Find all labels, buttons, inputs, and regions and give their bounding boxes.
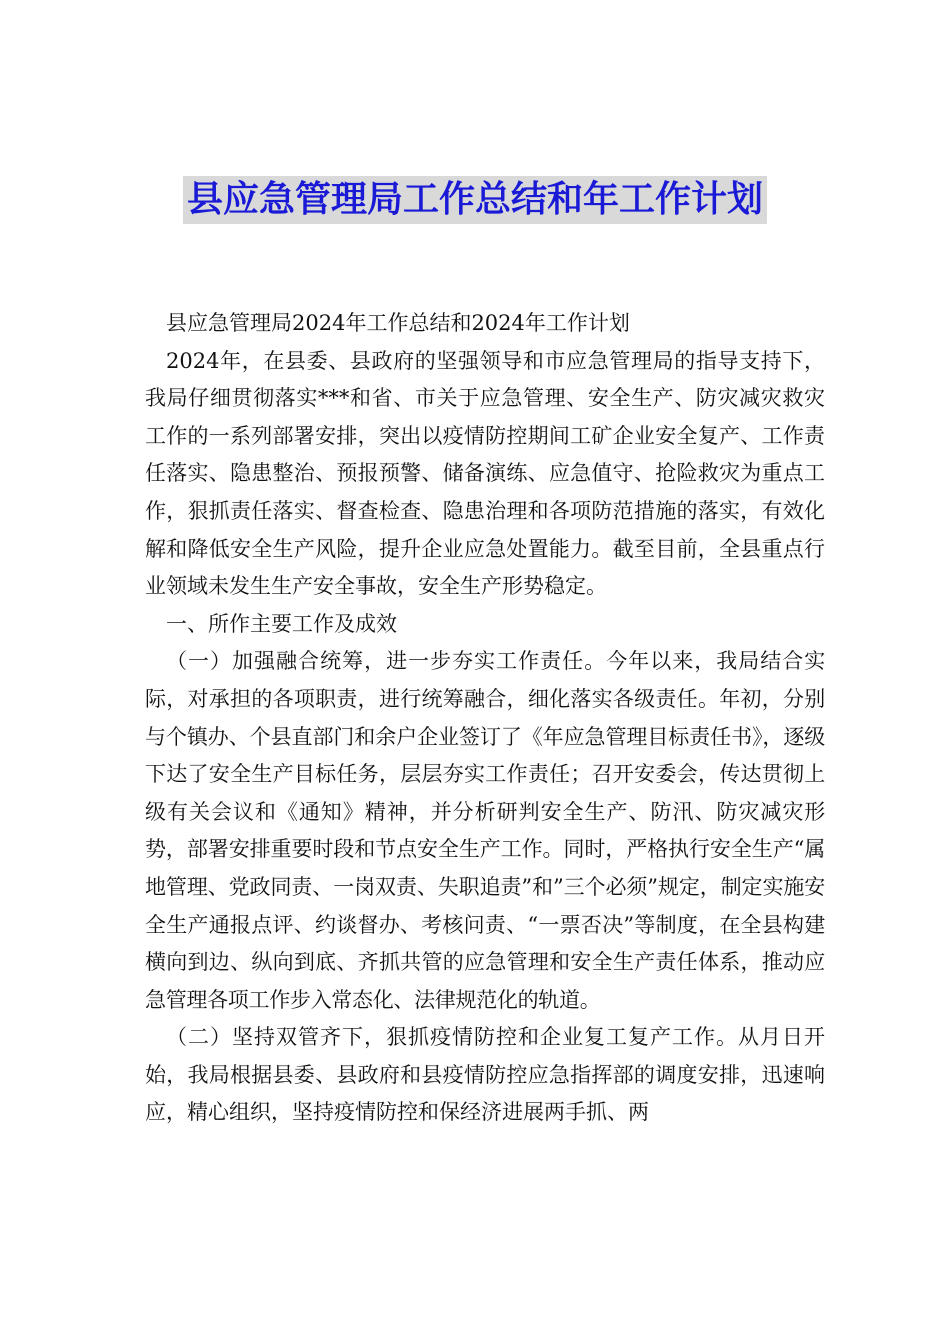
title-container — [0, 176, 950, 224]
section-paragraph-1: （一）加强融合统筹，进一步夯实工作责任。今年以来，我局结合实际，对承担的各项职责，进行统筹融合，细化落实各级责任。年初，分别与个镇办、个县直部门和余户企业签订了《年应急管理目标责任书》，逐级下达了安全生产目标任务，层层夯实工作责任；召开安委会，传达贯彻上级有关会议和《通知》精神，并分析研判安全生产、防汛、防灾减灾形势，部署安排重要时段和节点安全生产工作。同时，严格执行安全生产“属地管理、党政同责、一岗双责、失职追责”和”三个必须”规定，制定实施安全生产通报点评、约谈督办、考核问责、“一票否决”等制度，在全县构建横向到边、纵向到底、齐抓共管的应急管理和安全生产责任体系，推动应急管理各项工作步入常态化、法律规范化的轨道。 — [145, 649, 825, 1012]
subtitle-paragraph: 县应急管理局2024年工作总结和2024年工作计划 — [166, 311, 630, 335]
document-body — [145, 305, 825, 1132]
document-title: 县应急管理局工作总结和年工作计划 — [183, 176, 767, 224]
intro-paragraph: 2024年，在县委、县政府的坚强领导和市应急管理局的指导支持下，我局仔细贯彻落实***和省、市关于应急管理、安全生产、防灾减灾救灾工作的一系列部署安排，突出以疫情防控期间工矿企业安全复产、工作责任落实、隐患整治、预报预警、储备演练、应急值守、抢险救灾为重点工作，狠抓责任落实、督查检查、隐患治理和各项防范措施的落实，有效化解和降低安全生产风险，提升企业应急处置能力。截至目前，全县重点行业领域未发生生产安全事故，安全生产形势稳定。 — [145, 348, 825, 599]
section-heading: 一、所作主要工作及成效 — [166, 611, 397, 636]
section-paragraph-2: （二）坚持双管齐下，狠抓疫情防控和企业复工复产工作。从月日开始，我局根据县委、县政府和县疫情防控应急指挥部的调度安排，迅速响应，精心组织，坚持疫情防控和保经济进展两手抓、两 — [145, 1025, 825, 1125]
